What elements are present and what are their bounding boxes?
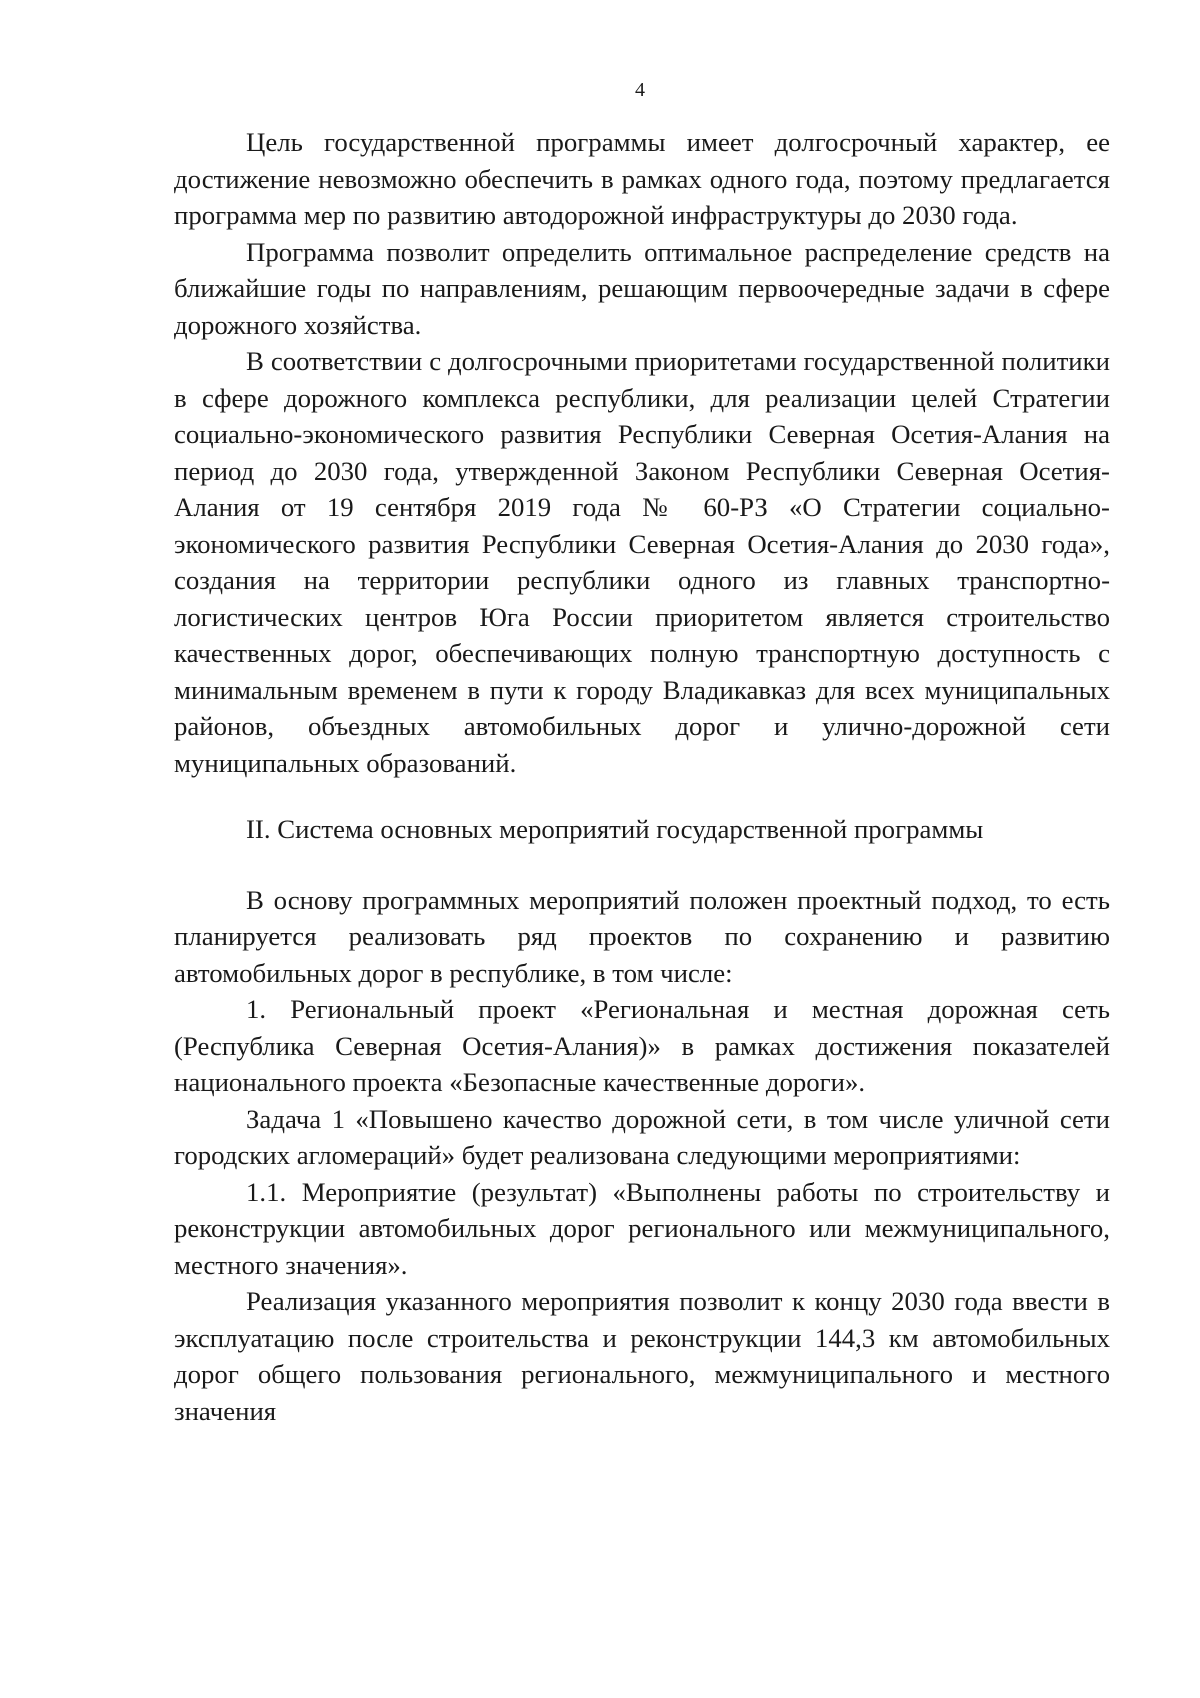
paragraph-program-distribution: Программа позволит определить оптимальное распределение средств на ближайшие годы по направлениям, решающим первоочередные задачи в сфере дорожного хозяйства. bbox=[174, 236, 1110, 340]
section-heading: II. Система основных мероприятий государственной программы bbox=[246, 814, 984, 844]
paragraph-project-approach: В основу программных мероприятий положен проектный подход, то есть планируется реализовать ряд проектов по сохранению и развитию автомобильных дорог в республике, в том числе: bbox=[174, 884, 1110, 988]
paragraph-task-1: Задача 1 «Повышено качество дорожной сети, в том числе уличной сети городских агломераций» будет реализована следующими мероприятиями: bbox=[174, 1103, 1110, 1170]
page-number: 4 bbox=[635, 79, 645, 101]
paragraph-regional-project: 1. Региональный проект «Региональная и местная дорожная сеть (Республика Северная Осетия-Алания)» в рамках достижения показателей национального проекта «Безопасные качественные дороги». bbox=[174, 994, 1110, 1097]
document-body bbox=[174, 124, 1110, 1429]
paragraph-measure-implementation: Реализация указанного мероприятия позволит к концу 2030 года ввести в эксплуатацию после строительства и реконструкции 144,3 км автомобильных дорог общего пользования регионального, межмуниципального и местного значения bbox=[174, 1286, 1110, 1426]
paragraph-strategy-priorities: В соответствии с долгосрочными приоритетами государственной политики в сфере дорожного комплекса республики, для реализации целей Стратегии социально-экономического развития Республики Северная Осетия-Алания на период до 2030 года, утвержденной Законом Республики Северная Осетия-Алания от 19 сентября 2019 года № 60-РЗ «О Стратегии социально-экономического развития Республики Северная Осетия-Алания до 2030 года», создания на территории республики одного из главных транспортно-логистических центров Юга России приоритетом является строительство качественных дорог, обеспечивающих полную транспортную доступность с минимальным временем в пути к городу Владикавказ для всех муниципальных районов, объездных автомобильных дорог и улично-дорожной сети муниципальных образований. bbox=[174, 346, 1110, 778]
paragraph-measure-1-1: 1.1. Мероприятие (результат) «Выполнены работы по строительству и реконструкции автомобильных дорог регионального или межмуниципального, местного значения». bbox=[174, 1176, 1110, 1280]
paragraph-program-goal: Цель государственной программы имеет долгосрочный характер, ее достижение невозможно обеспечить в рамках одного года, поэтому предлагается программа мер по развитию автодорожной инфраструктуры до 2030 года. bbox=[174, 127, 1110, 230]
